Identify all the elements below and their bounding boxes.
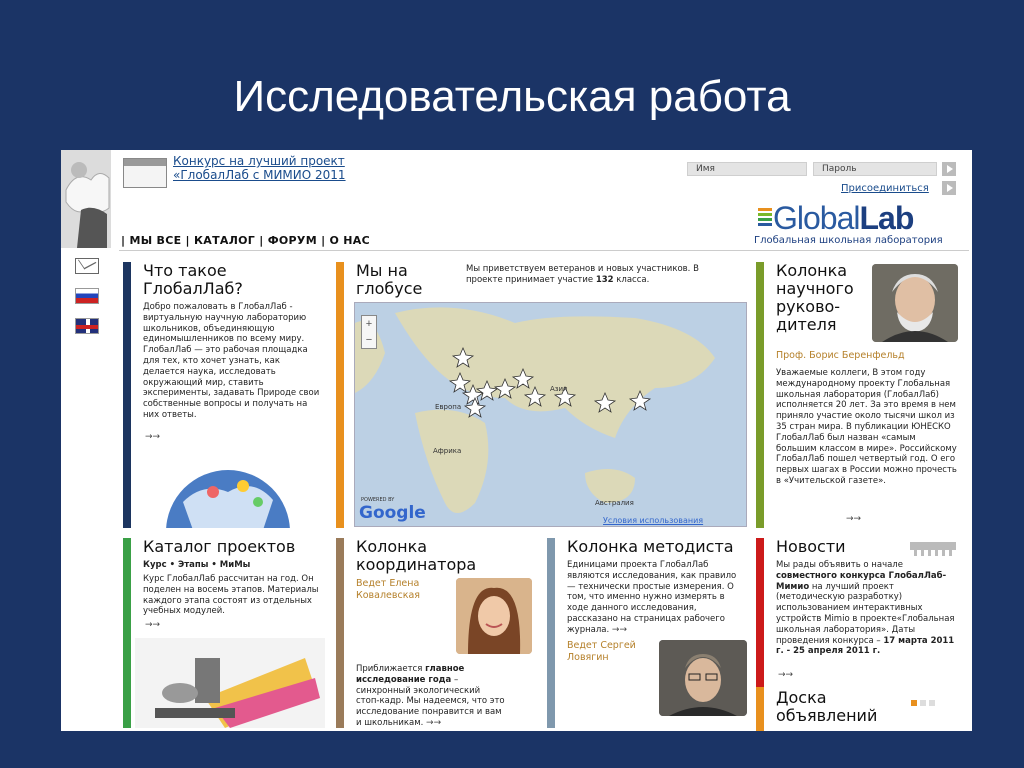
globallab-screenshot [61, 150, 972, 731]
logo-subtitle: Глобальная школьная лаборатория [754, 235, 943, 246]
card-accent-bar [336, 262, 344, 528]
google-logo[interactable]: Google [359, 503, 426, 523]
card-body: Единицами проекта ГлобалЛаб являются исследования, как правило — технически простые измерения. О том, что именно нужно измерять в ходе данного исследования, рассказано на страницах рабочего журнала. →→ [567, 560, 737, 635]
map-label-africa: Африка [433, 447, 462, 455]
card-what-is-globallab [123, 262, 329, 528]
card-accent-bar [123, 262, 131, 528]
map-graphic [355, 303, 747, 527]
card-body: Добро пожаловать в ГлобалЛаб - виртуальную научную лабораторию школьников, объединяющую единомышленников по всему миру. ГлобалЛаб — это рабочая площадка для тех, кто хочет узнать, как делается наука, исследовать окружающий мир, ставить эксперименты, задавать Природе свои собственные вопросы и получать на них ответы. [143, 302, 320, 420]
globallab-logo-icon [758, 206, 772, 228]
card-body: Приближается главное исследование года – синхронный экологический стоп-кадр. Мы надеемся, что это исследование понравится и вам и школьникам. →→ [356, 664, 505, 728]
powered-by: POWERED BY [361, 497, 395, 503]
card-title[interactable]: Что такое ГлобалЛаб? [143, 262, 243, 298]
methodist-photo [659, 640, 747, 716]
join-link[interactable]: Присоединиться [841, 183, 929, 194]
nav-item-catalog[interactable]: КАТАЛОГ [193, 234, 256, 247]
puzzle-image [61, 150, 111, 248]
zoom-in-button[interactable]: + [365, 318, 373, 330]
map-zoom-control[interactable] [361, 315, 377, 349]
card-project-catalog [123, 538, 329, 728]
mail-icon[interactable] [75, 258, 99, 274]
card-body: Уважаемые коллеги, В этом году международному проекту Глобальная школьная лаборатория (ГлобалЛаб) исполняется 20 лет. За это время в нем приняло участие около тысячи школ из 35 стран мира. В публикации ЮНЕСКО ГлобалЛаб был назван «самым большим классом в мире». Российскому ГлобалЛаб пошел четвертый год. О его первых шагах в России можно прочесть в «Учительской газете». [776, 368, 957, 486]
card-title[interactable]: Мы на глобусе [356, 262, 423, 298]
more-arrows[interactable]: →→ [611, 624, 627, 635]
nav-item-forum[interactable]: ФОРУМ [267, 234, 317, 247]
main-nav: | МЫ ВСЕ | КАТАЛОГ | ФОРУМ | О НАС [121, 234, 370, 247]
more-arrows[interactable]: →→ [846, 514, 862, 524]
card-methodist-column [547, 538, 749, 728]
login-arrow-button[interactable] [942, 162, 956, 176]
zoom-out-button[interactable]: − [365, 334, 373, 346]
coordinator-author[interactable]: Ведет Елена Ковалевская [356, 578, 420, 601]
card-title[interactable]: Доска объявлений [776, 688, 878, 725]
terms-link[interactable]: Условия использования [603, 516, 704, 525]
more-arrows[interactable]: →→ [778, 670, 794, 680]
header-divider [119, 250, 969, 251]
card-news [756, 538, 962, 688]
card-accent-bar [756, 687, 764, 731]
more-arrows[interactable]: →→ [426, 717, 442, 728]
board-pager-dots[interactable] [911, 693, 938, 711]
contest-link[interactable] [173, 154, 346, 182]
news-calendar-icon [910, 542, 956, 556]
scientist-photo [872, 264, 958, 342]
more-arrows[interactable]: →→ [145, 620, 161, 630]
map-label-australia: Австралия [595, 499, 634, 507]
card-accent-bar [336, 538, 344, 728]
slide-title: Исследовательская работа [233, 72, 791, 121]
more-arrows[interactable]: →→ [145, 432, 161, 442]
card-title[interactable]: Новости [776, 538, 846, 556]
card-title[interactable]: Колонка координатора [356, 538, 477, 574]
map-label-asia: Азия [550, 385, 568, 393]
card-coordinator-column [336, 538, 538, 728]
nav-item-about[interactable]: О НАС [329, 234, 370, 247]
globallab-logo[interactable]: GlobalLab [773, 200, 914, 236]
join-arrow-button[interactable] [942, 181, 956, 195]
card-science-column [756, 262, 962, 528]
contest-line1: Конкурс на лучший проект [173, 154, 345, 168]
card-accent-bar [756, 262, 764, 528]
world-map[interactable] [354, 302, 747, 527]
card-body: Мы рады объявить о начале совместного конкурса ГлобалЛаб-Мимио на лучший проект (методическую разработку) использованием интерактивных устройств Mimio в проекте«Глобальная школьная лаборатория». Даты проведения конкурса – 17 марта 2011 г. - 25 апреля 2011 г. [776, 560, 955, 657]
catalog-subtitle[interactable]: Курс • Этапы • МиМы [143, 560, 251, 570]
globe-intro: Мы приветствуем ветеранов и новых участников. В проекте принимает участие 132 класса. [466, 264, 699, 285]
nav-item-we-all[interactable]: МЫ ВСЕ [129, 234, 182, 247]
science-author[interactable]: Проф. Борис Беренфельд [776, 350, 905, 361]
microscope-image [135, 638, 325, 728]
sidebar-icons [75, 258, 99, 348]
contest-line2: «ГлобалЛаб с МИМИО 2011 [173, 168, 346, 182]
card-title[interactable]: Колонка методиста [567, 538, 734, 556]
card-accent-bar [756, 538, 764, 688]
card-body: Курс ГлобалЛаб рассчитан на год. Он поделен на восемь этапов. Материалы каждого этапа состоят из отдельных учебных модулей. [143, 574, 319, 617]
uk-flag-icon[interactable] [75, 318, 99, 334]
card-title[interactable]: Колонка научного руково-дителя [776, 262, 854, 334]
card-accent-bar [123, 538, 131, 728]
methodist-author[interactable]: Ведет Сергей Ловягин [567, 640, 636, 663]
coordinator-photo [456, 578, 532, 654]
card-accent-bar [547, 538, 555, 728]
russian-flag-icon[interactable] [75, 288, 99, 304]
password-field[interactable]: Пароль [813, 162, 937, 176]
card-announcement-board [756, 687, 962, 731]
puzzle-globe-image [163, 462, 293, 528]
participants-count: 132 [595, 274, 614, 285]
calendar-icon [123, 158, 167, 188]
map-label-europe: Европа [435, 403, 462, 411]
name-field[interactable]: Имя [687, 162, 807, 176]
card-title[interactable]: Каталог проектов [143, 538, 296, 556]
